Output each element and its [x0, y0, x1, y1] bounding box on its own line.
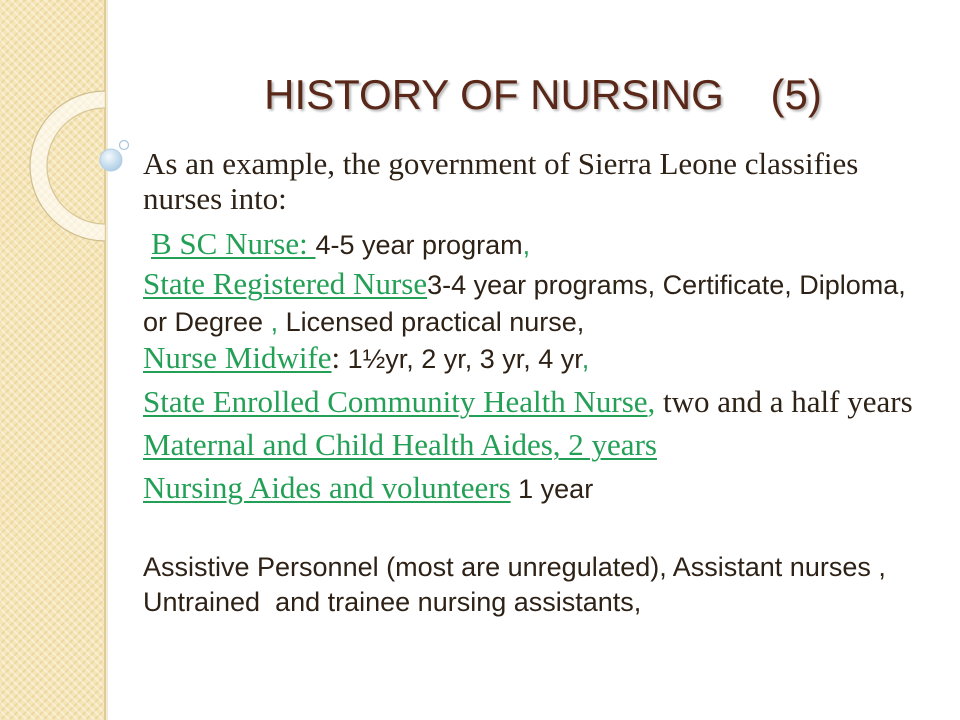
link-bsc-nurse[interactable]: B SC Nurse: — [151, 226, 316, 261]
link-state-enrolled-community-health-nurse[interactable]: State Enrolled Community Health Nurse — [143, 384, 648, 419]
list-item — [143, 427, 943, 462]
circle-bullet-icon — [100, 141, 129, 172]
item-detail: 1½yr, 2 yr, 3 yr, 4 yr — [340, 344, 582, 374]
item-separator: , — [263, 307, 286, 337]
item-detail: 3-4 year programs, Certificate, Diploma, or Degree — [143, 270, 906, 337]
link-nursing-aides-volunteers[interactable]: Nursing Aides and volunteers — [143, 470, 511, 505]
link-nurse-midwife[interactable]: Nurse Midwife — [143, 340, 332, 375]
item-comma: , — [581, 344, 590, 374]
list-item — [143, 384, 943, 419]
item-detail: 4-5 year program — [315, 230, 523, 260]
item-comma: , — [647, 384, 656, 419]
item-detail: 1 year — [510, 474, 594, 504]
list-item — [143, 470, 943, 507]
item-colon: : — [331, 340, 341, 375]
decorative-rings — [0, 0, 160, 300]
item-comma: , — [522, 230, 531, 260]
closing-paragraph: Assistive Personnel (most are unregulated), Assistant nurses , Untrained and trainee nursing assistants, — [143, 552, 894, 617]
intro-text: As an example, the government of Sierra Leone classifies nurses into: — [143, 146, 859, 216]
item-detail-secondary: Licensed practical nurse, — [285, 307, 585, 337]
item-detail: two and a half years — [655, 384, 913, 419]
list-item — [143, 266, 918, 340]
list-item — [143, 226, 943, 263]
intro-paragraph — [143, 146, 913, 216]
slide-title: HISTORY OF NURSING (5) — [264, 71, 822, 118]
list-item — [143, 340, 943, 377]
link-state-registered-nurse[interactable]: State Registered Nurse — [143, 266, 428, 301]
link-maternal-child-health-aides[interactable]: Maternal and Child Health Aides, 2 years — [143, 427, 657, 462]
ring-decoration — [30, 91, 160, 241]
